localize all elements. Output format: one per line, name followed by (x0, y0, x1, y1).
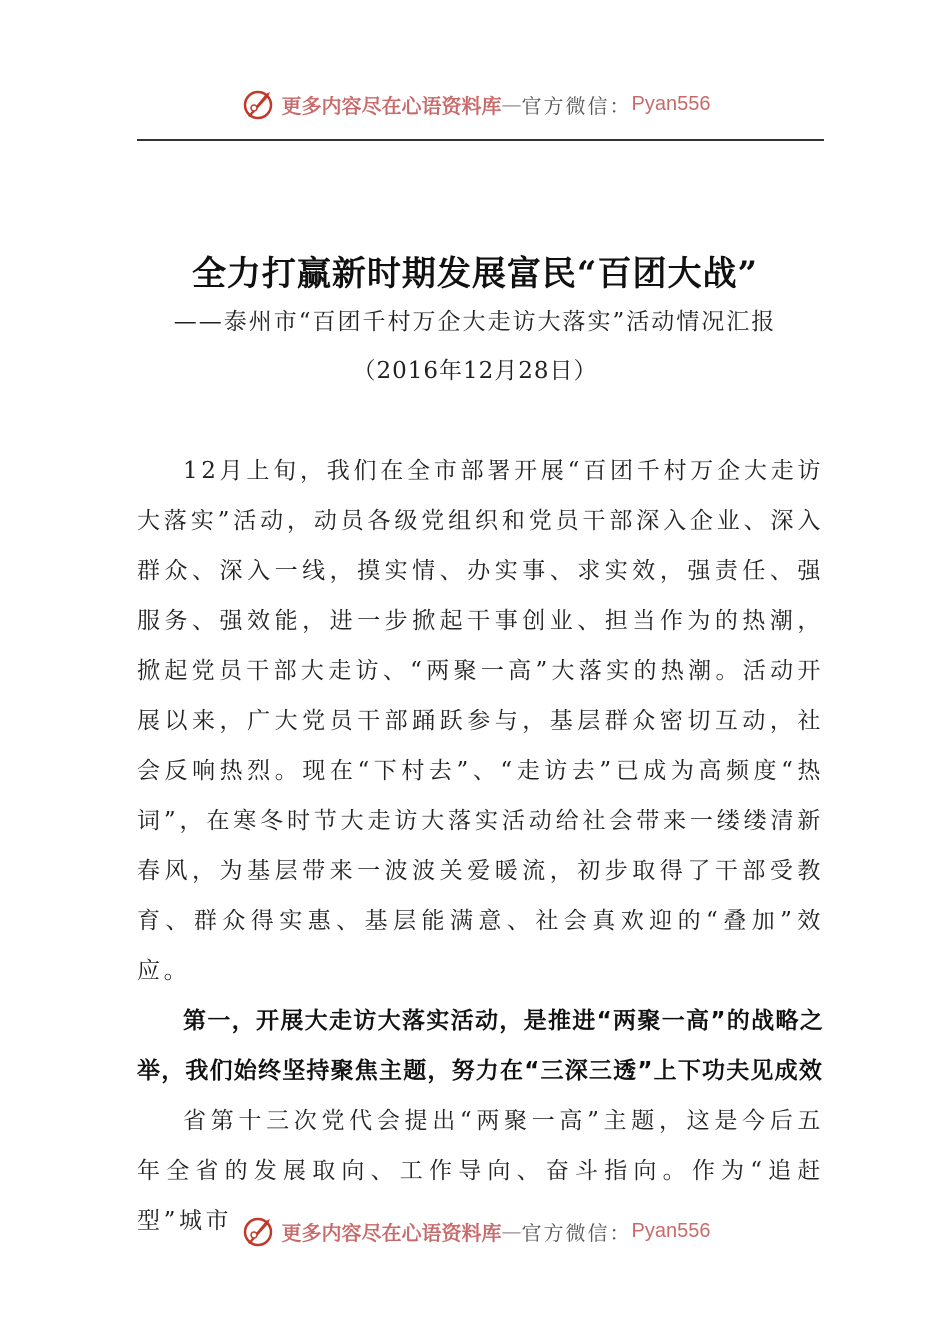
quill-seal-icon (240, 86, 276, 122)
banner-dash: — (501, 92, 522, 116)
banner-wechat-label: 官方微信： (521, 93, 632, 118)
body-paragraph: 省第十三次党代会提出“两聚一高”主题，这是今后五年全省的发展取向、工作导向、奋斗指向。作为“追赶型”城市 (137, 1108, 824, 1234)
header-watermark-banner (0, 84, 950, 124)
section-heading: 第一，开展大走访大落实活动，是推进“两聚一高”的战略之举，我们始终坚持聚焦主题，努力在“三深三透”上下功夫见成效 (137, 1008, 824, 1084)
banner-wechat-id: Pyan556 (631, 92, 711, 115)
document-title: 全力打赢新时期发展富民“百团大战” (191, 254, 759, 294)
body-paragraph: 12月上旬，我们在全市部署开展“百团千村万企大走访大落实”活动，动员各级党组织和党员干部深入企业、深入群众、深入一线，摸实情、办实事、求实效，强责任、强服务、强效能，进一步掀起干事创业、担当作为的热潮，掀起党员干部大走访、“两聚一高”大落实的热潮。活动开展以来，广大党员干部踊跃参与，基层群众密切互动，社会反响热烈。现在“下村去”、“走访去”已成为高频度“热词”，在寒冬时节大走访大落实活动给社会带来一缕缕清新春风，为基层带来一波波关爱暖流，初步取得了干部受教育、群众得实惠、基层能满意、社会真欢迎的“叠加”效应。 (137, 458, 824, 984)
banner-brand-text: 更多内容尽在心语资料库 (281, 1220, 502, 1245)
header-divider (137, 139, 824, 141)
document-body (137, 446, 824, 1246)
footer-watermark-banner (0, 1211, 950, 1251)
banner-wechat-id: Pyan556 (631, 1219, 711, 1242)
banner-wechat-label: 官方微信： (521, 1220, 632, 1245)
banner-brand-text: 更多内容尽在心语资料库 (281, 93, 502, 118)
quill-seal-icon (240, 1213, 276, 1249)
document-date: （2016年12月28日） (352, 358, 598, 384)
document-subtitle: ——泰州市“百团千村万企大走访大落实”活动情况汇报 (173, 309, 777, 335)
banner-dash: — (501, 1219, 522, 1243)
